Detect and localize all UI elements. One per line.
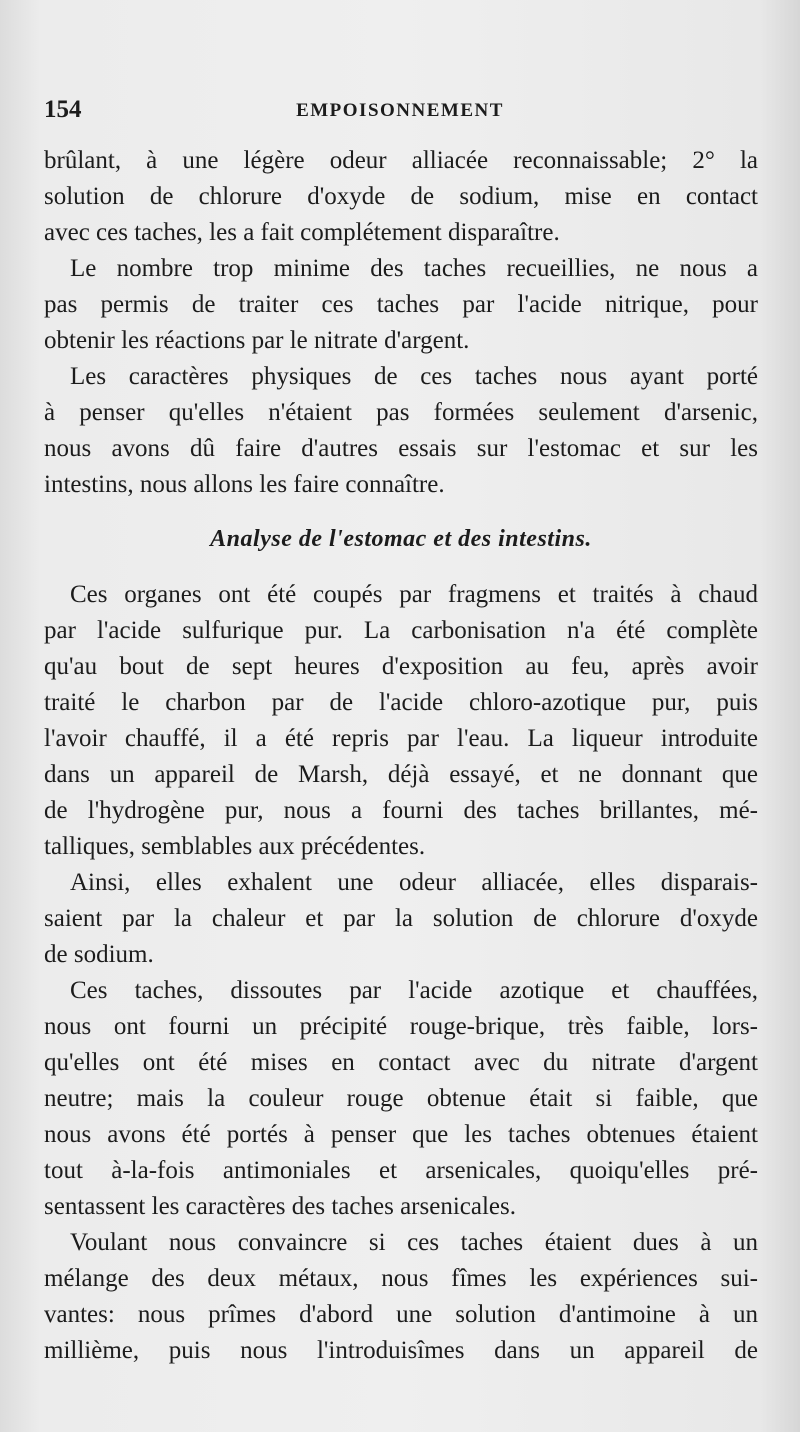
text-line: Ces taches, dissoutes par l'acide azotique et chauffées, — [70, 977, 758, 1004]
text-line: de l'hydrogène pur, nous a fourni des taches brillantes, mé- — [44, 797, 758, 824]
text-line: Le nombre trop minime des taches recueillies, ne nous a — [70, 255, 758, 282]
text-line: nous avons dû faire d'autres essais sur l'estomac et sur les — [44, 435, 758, 462]
text-line: millième, puis nous l'introduisîmes dans un appareil de — [44, 1337, 758, 1364]
text-line: neutre; mais la couleur rouge obtenue était si faible, que — [44, 1085, 758, 1112]
text-line: par l'acide sulfurique pur. La carbonisation n'a été complète — [44, 617, 758, 644]
running-head: EMPOISONNEMENT — [296, 100, 504, 121]
text-line: solution de chlorure d'oxyde de sodium, mise en contact — [44, 183, 758, 210]
text-line: traité le charbon par de l'acide chloro-azotique pur, puis — [44, 689, 758, 716]
text-line: talliques, semblables aux précédentes. — [44, 833, 426, 860]
text-line: qu'elles ont été mises en contact avec du nitrate d'argent — [44, 1049, 758, 1076]
section-heading: Analyse de l'estomac et des intestins. — [210, 526, 592, 552]
text-line: vantes: nous prîmes d'abord une solution d'antimoine à un — [44, 1301, 758, 1328]
text-line: Ces organes ont été coupés par fragmens et traités à chaud — [70, 581, 758, 608]
text-line: nous avons été portés à penser que les taches obtenues étaient — [44, 1121, 758, 1148]
text-line: intestins, nous allons les faire connaître. — [44, 471, 445, 498]
text-line: qu'au bout de sept heures d'exposition au feu, après avoir — [44, 653, 758, 680]
text-line: sentassent les caractères des taches arsenicales. — [44, 1193, 516, 1220]
text-line: Ainsi, elles exhalent une odeur alliacée, elles disparais- — [70, 869, 758, 896]
text-line: Les caractères physiques de ces taches nous ayant porté — [70, 363, 758, 390]
text-line: pas permis de traiter ces taches par l'acide nitrique, pour — [44, 291, 758, 318]
text-line: dans un appareil de Marsh, déjà essayé, et ne donnant que — [44, 761, 758, 788]
page-header — [44, 96, 756, 136]
text-line: de sodium. — [44, 941, 154, 968]
text-line: nous ont fourni un précipité rouge-brique, très faible, lors- — [44, 1013, 758, 1040]
page-number: 154 — [44, 96, 82, 123]
text-line: l'avoir chauffé, il a été repris par l'eau. La liqueur introduite — [44, 725, 758, 752]
text-line: à penser qu'elles n'étaient pas formées seulement d'arsenic, — [44, 399, 758, 426]
text-line: brûlant, à une légère odeur alliacée reconnaissable; 2° la — [44, 147, 758, 174]
text-line: saient par la chaleur et par la solution de chlorure d'oxyde — [44, 905, 758, 932]
body-text — [44, 143, 758, 1369]
text-line: avec ces taches, les a fait complétement disparaître. — [44, 219, 560, 246]
text-line: mélange des deux métaux, nous fîmes les expériences sui- — [44, 1265, 758, 1292]
text-line: Voulant nous convaincre si ces taches étaient dues à un — [70, 1229, 758, 1256]
text-line: obtenir les réactions par le nitrate d'argent. — [44, 327, 470, 354]
text-line: tout à-la-fois antimoniales et arsenicales, quoiqu'elles pré- — [44, 1157, 758, 1184]
